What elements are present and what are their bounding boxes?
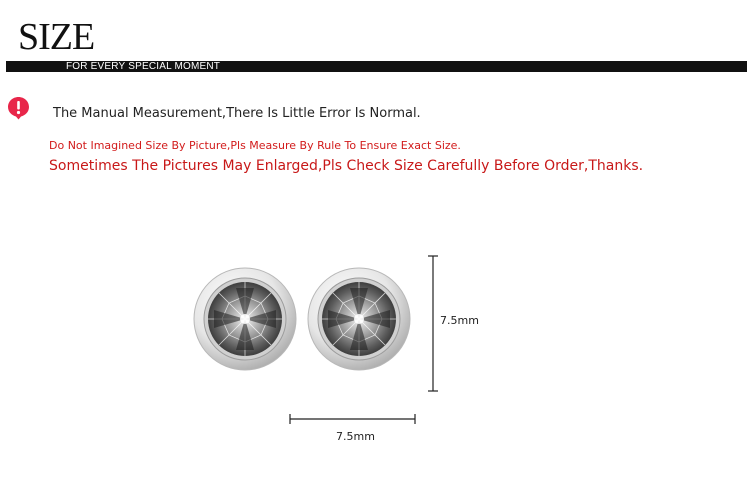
page-title: SIZE [18, 16, 95, 58]
notice-measure-by-rule: Do Not Imagined Size By Picture,Pls Measure By Rule To Ensure Exact Size. [49, 139, 461, 152]
notice-measurement: The Manual Measurement,There Is Little Error Is Normal. [53, 106, 421, 121]
width-dimension-line [289, 410, 416, 428]
notice-check-size: Sometimes The Pictures May Enlarged,Pls Check Size Carefully Before Order,Thanks. [49, 158, 644, 174]
alert-pin-icon [7, 96, 30, 120]
earring-left-image [192, 266, 298, 372]
height-label: 7.5mm [440, 314, 479, 327]
page-subtitle: FOR EVERY SPECIAL MOMENT [66, 61, 221, 72]
earring-right-image [306, 266, 412, 372]
width-label: 7.5mm [336, 430, 375, 443]
